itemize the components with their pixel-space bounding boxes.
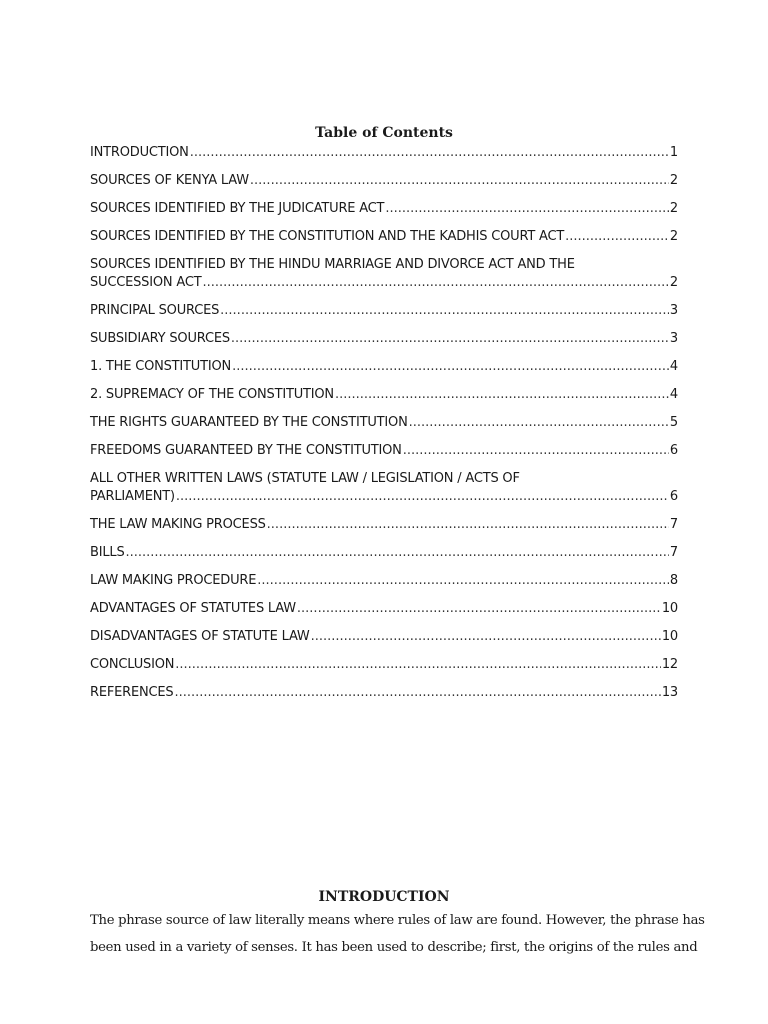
toc-entry[interactable]: [90, 144, 678, 162]
toc-entry[interactable]: [90, 470, 678, 506]
paragraph-line: been used in a variety of senses. It has been used to describe; first, the origins of the rules and: [90, 940, 698, 955]
toc-entry-label: SUCCESSION ACT: [90, 275, 202, 290]
toc-entry[interactable]: [90, 228, 678, 246]
toc-page-number: 13: [661, 685, 678, 700]
toc-entry[interactable]: [90, 302, 678, 320]
toc-entry-line: [90, 516, 678, 534]
toc-entry-label: PARLIAMENT): [90, 489, 175, 504]
toc-entry-line: [90, 414, 678, 432]
toc-entry[interactable]: [90, 256, 678, 292]
paragraph-line: The phrase source of law literally means where rules of law are found. However, the phrase has: [90, 913, 705, 928]
toc-entries: [90, 144, 678, 702]
toc-entry-line: [90, 330, 678, 348]
toc-entry-label: THE LAW MAKING PROCESS: [90, 517, 266, 532]
toc-page-number: 12: [661, 657, 678, 672]
toc-dot-leader: [175, 656, 661, 674]
toc-entry[interactable]: [90, 516, 678, 534]
toc-entry[interactable]: [90, 544, 678, 562]
toc-dot-leader: [257, 572, 669, 590]
toc-entry-label: SOURCES IDENTIFIED BY THE JUDICATURE ACT: [90, 201, 385, 216]
toc-entry-label: REFERENCES: [90, 685, 174, 700]
toc-entry-label: FREEDOMS GUARANTEED BY THE CONSTITUTION: [90, 443, 402, 458]
toc-entry-label: DISADVANTAGES OF STATUTE LAW: [90, 629, 310, 644]
toc-dot-leader: [220, 302, 669, 320]
toc-page-number: 2: [669, 201, 678, 216]
toc-page-number: 10: [661, 601, 678, 616]
toc-page-number: 5: [669, 415, 678, 430]
toc-dot-leader: [250, 172, 669, 190]
body-paragraph: [90, 907, 705, 961]
toc-entry[interactable]: [90, 200, 678, 218]
toc-entry-line: [90, 274, 678, 292]
toc-entry-label: LAW MAKING PROCEDURE: [90, 573, 257, 588]
toc-entry-line: [90, 228, 678, 246]
toc-entry-label: SOURCES OF KENYA LAW: [90, 173, 249, 188]
toc-entry[interactable]: [90, 572, 678, 590]
toc-entry-label: INTRODUCTION: [90, 145, 189, 160]
section-heading: INTRODUCTION: [318, 889, 450, 905]
toc-dot-leader: [403, 442, 669, 460]
toc-entry-label: ADVANTAGES OF STATUTES LAW: [90, 601, 296, 616]
toc-page-number: 3: [669, 331, 678, 346]
toc-page-number: 2: [669, 229, 678, 244]
toc-dot-leader: [232, 358, 669, 376]
toc-dot-leader: [126, 544, 669, 562]
toc-entry[interactable]: [90, 330, 678, 348]
toc-entry-label: 1. THE CONSTITUTION: [90, 359, 232, 374]
toc-entry-line: [90, 628, 678, 646]
toc-entry[interactable]: [90, 442, 678, 460]
toc-page-number: 6: [669, 489, 678, 504]
toc-dot-leader: [385, 200, 669, 218]
toc-page-number: 1: [669, 145, 678, 160]
toc-entry-label: SOURCES IDENTIFIED BY THE CONSTITUTION AND THE KADHIS COURT ACT: [90, 229, 565, 244]
toc-entry[interactable]: [90, 600, 678, 618]
toc-entry-line: [90, 442, 678, 460]
toc-entry[interactable]: [90, 684, 678, 702]
toc-page-number: 4: [669, 359, 678, 374]
toc-entry-label: SUBSIDIARY SOURCES: [90, 331, 230, 346]
toc-entry-label-line1: SOURCES IDENTIFIED BY THE HINDU MARRIAGE AND DIVORCE ACT AND THE: [90, 257, 575, 272]
toc-entry[interactable]: [90, 172, 678, 190]
toc-page-number: 8: [669, 573, 678, 588]
toc-entry[interactable]: [90, 628, 678, 646]
toc-page-number: 6: [669, 443, 678, 458]
toc-entry-label: 2. SUPREMACY OF THE CONSTITUTION: [90, 387, 334, 402]
toc-entry-label: CONCLUSION: [90, 657, 175, 672]
toc-page-number: 2: [669, 275, 678, 290]
table-of-contents: [90, 124, 678, 712]
toc-entry-label: THE RIGHTS GUARANTEED BY THE CONSTITUTION: [90, 415, 408, 430]
toc-dot-leader: [409, 414, 669, 432]
toc-entry-line: [90, 302, 678, 320]
toc-entry-line: [90, 600, 678, 618]
toc-page-number: 10: [661, 629, 678, 644]
toc-dot-leader: [297, 600, 661, 618]
toc-entry-line: [90, 572, 678, 590]
toc-entry-line: [90, 544, 678, 562]
toc-entry-line: [90, 386, 678, 404]
toc-entry[interactable]: [90, 358, 678, 376]
toc-dot-leader: [311, 628, 661, 646]
toc-dot-leader: [176, 488, 669, 506]
toc-entry[interactable]: [90, 414, 678, 432]
toc-page-number: 4: [669, 387, 678, 402]
toc-dot-leader: [335, 386, 669, 404]
toc-dot-leader: [174, 684, 660, 702]
toc-dot-leader: [267, 516, 669, 534]
toc-dot-leader: [565, 228, 669, 246]
toc-entry-label: BILLS: [90, 545, 125, 560]
toc-page-number: 7: [669, 545, 678, 560]
toc-entry-line: [90, 144, 678, 162]
toc-dot-leader: [190, 144, 669, 162]
toc-entry-label-line1: ALL OTHER WRITTEN LAWS (STATUTE LAW / LEGISLATION / ACTS OF: [90, 471, 520, 486]
toc-title: Table of Contents: [315, 125, 453, 141]
toc-entry-line: [90, 172, 678, 190]
toc-dot-leader: [202, 274, 668, 292]
toc-entry[interactable]: [90, 386, 678, 404]
toc-entry-line: [90, 656, 678, 674]
toc-entry-line: [90, 358, 678, 376]
toc-page-number: 2: [669, 173, 678, 188]
toc-dot-leader: [231, 330, 669, 348]
toc-page-number: 3: [669, 303, 678, 318]
toc-entry-label: PRINCIPAL SOURCES: [90, 303, 220, 318]
toc-entry[interactable]: [90, 656, 678, 674]
toc-entry-line: [90, 200, 678, 218]
toc-entry-line: [90, 488, 678, 506]
toc-page-number: 7: [669, 517, 678, 532]
toc-entry-line: [90, 684, 678, 702]
